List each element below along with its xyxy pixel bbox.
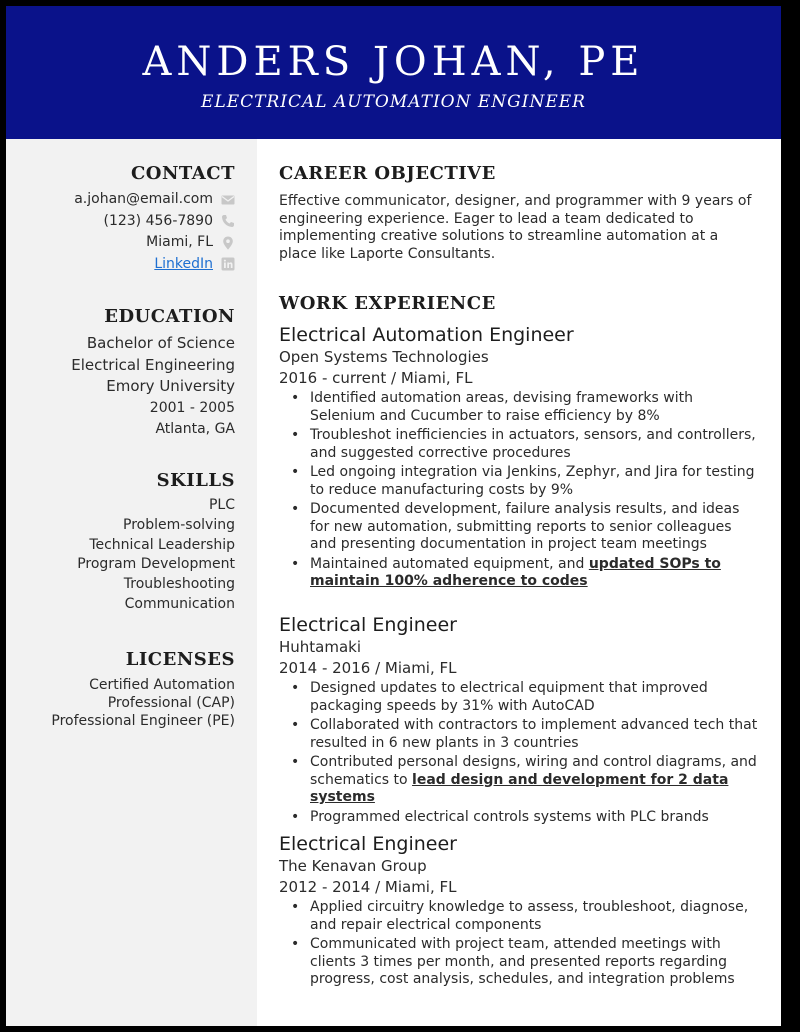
job-bullet: [279, 936, 759, 989]
job-bullet: [279, 427, 759, 462]
bullet-text: Collaborated with contractors to implement advanced tech that resulted in 6 new plants in 3 countries: [310, 717, 758, 751]
envelope-icon: [221, 193, 235, 207]
contact-heading: CONTACT: [130, 163, 235, 184]
education-school: Emory University: [106, 377, 235, 395]
job-bullet: [279, 809, 759, 827]
sidebar: [6, 139, 257, 1026]
job-bullet: [279, 556, 759, 591]
job-company: The Kenavan Group: [279, 857, 427, 875]
job-title: Electrical Engineer: [279, 833, 457, 855]
bullet-text: Applied circuitry knowledge to assess, troubleshoot, diagnose, and repair electrical components: [310, 899, 749, 933]
job-entry: [279, 613, 759, 828]
skills-section: [77, 470, 235, 615]
job-bullet: [279, 899, 759, 934]
bullet-text: Documented development, failure analysis results, and ideas for new automation, submitting reports to senior colleagues and presenting documentation in project team meetings: [310, 501, 740, 552]
education-major: Electrical Engineering: [71, 355, 235, 374]
job-bullet: [279, 464, 759, 499]
bullet-text: Communicated with project team, attended meetings with clients 3 times per month, and presented reports regarding progress, cost analysis, schedules, and integration problems: [310, 936, 735, 987]
linkedin-link[interactable]: LinkedIn: [154, 255, 213, 272]
phone-icon: [221, 214, 235, 228]
bullet-text: Designed updates to electrical equipment that improved packaging speeds by 31% with AutoCAD: [310, 680, 708, 714]
skills-heading: SKILLS: [156, 470, 235, 491]
license-line: Certified Automation: [89, 677, 235, 693]
contact-linkedin-row: [74, 254, 235, 276]
job-bullet: [279, 717, 759, 752]
candidate-title: ELECTRICAL AUTOMATION ENGINEER: [201, 92, 586, 112]
contact-email[interactable]: a.johan@email.com: [74, 191, 213, 207]
job-entry: [279, 832, 759, 991]
education-location: Atlanta, GA: [155, 421, 235, 437]
bullet-text: Identified automation areas, devising frameworks with Selenium and Cucumber to raise efficiency by 8%: [310, 390, 693, 424]
bullet-highlight: updated SOPs to maintain 100% adherence to codes: [310, 555, 721, 589]
objective-text: Effective communicator, designer, and programmer with 9 years of engineering experience. Eager to lead a team dedicated to implementing creative solutions to streamline automation at a place like Laporte Consultants.: [279, 193, 752, 262]
contact-phone-row: [74, 211, 235, 233]
job-meta: 2016 - current / Miami, FL: [279, 369, 473, 387]
work-experience-heading: WORK EXPERIENCE: [279, 293, 496, 314]
job-meta: 2012 - 2014 / Miami, FL: [279, 878, 457, 896]
licenses-section: [51, 649, 235, 730]
linkedin-icon: [221, 257, 235, 271]
candidate-name: ANDERS JOHAN, PE: [142, 39, 645, 85]
education-section: [71, 306, 235, 441]
licenses-heading: LICENSES: [125, 649, 235, 670]
job-bullet: [279, 501, 759, 554]
job-company: Open Systems Technologies: [279, 348, 489, 366]
skill-item: Program Development: [77, 556, 235, 573]
contact-section: [74, 163, 235, 275]
contact-location: Miami, FL: [146, 234, 213, 250]
skill-item: Communication: [124, 595, 235, 612]
skill-item: Troubleshooting: [123, 576, 235, 593]
job-meta: 2014 - 2016 / Miami, FL: [279, 659, 457, 677]
skill-item: Technical Leadership: [89, 536, 235, 553]
bullet-text: Maintained automated equipment, and: [310, 555, 589, 572]
skill-item: PLC: [208, 497, 235, 513]
job-bullets: [279, 680, 759, 826]
bullet-text: Contributed personal designs, wiring and control diagrams, and schematics to: [310, 754, 757, 788]
resume-page: [6, 6, 781, 1026]
job-bullets: [279, 390, 759, 591]
resume-header: [6, 6, 781, 139]
contact-location-row: [74, 232, 235, 254]
objective-heading: CAREER OBJECTIVE: [279, 163, 496, 184]
job-title: Electrical Automation Engineer: [279, 324, 574, 346]
license-line: Professional Engineer (PE): [51, 713, 235, 729]
license-line: Professional (CAP): [107, 695, 235, 711]
job-entry: [279, 323, 759, 593]
job-bullet: [279, 754, 759, 807]
contact-email-row: [74, 189, 235, 211]
bullet-text: Led ongoing integration via Jenkins, Zephyr, and Jira for testing to reduce manufacturing costs by 9%: [310, 464, 755, 498]
bullet-highlight: lead design and development for 2 data systems: [310, 771, 729, 805]
skill-item: Problem-solving: [123, 516, 235, 533]
contact-phone[interactable]: (123) 456-7890: [103, 212, 213, 229]
education-years: 2001 - 2005: [149, 399, 235, 416]
education-degree: Bachelor of Science: [86, 334, 235, 352]
job-bullets: [279, 899, 759, 989]
bullet-text: Programmed electrical controls systems with PLC brands: [310, 808, 709, 825]
job-title: Electrical Engineer: [279, 614, 457, 636]
education-heading: EDUCATION: [104, 306, 235, 327]
job-company: Huhtamaki: [279, 638, 362, 656]
map-pin-icon: [221, 236, 235, 250]
bullet-text: Troubleshot inefficiencies in actuators, sensors, and controllers, and suggested corrective procedures: [310, 427, 756, 461]
job-bullet: [279, 390, 759, 425]
job-bullet: [279, 680, 759, 715]
